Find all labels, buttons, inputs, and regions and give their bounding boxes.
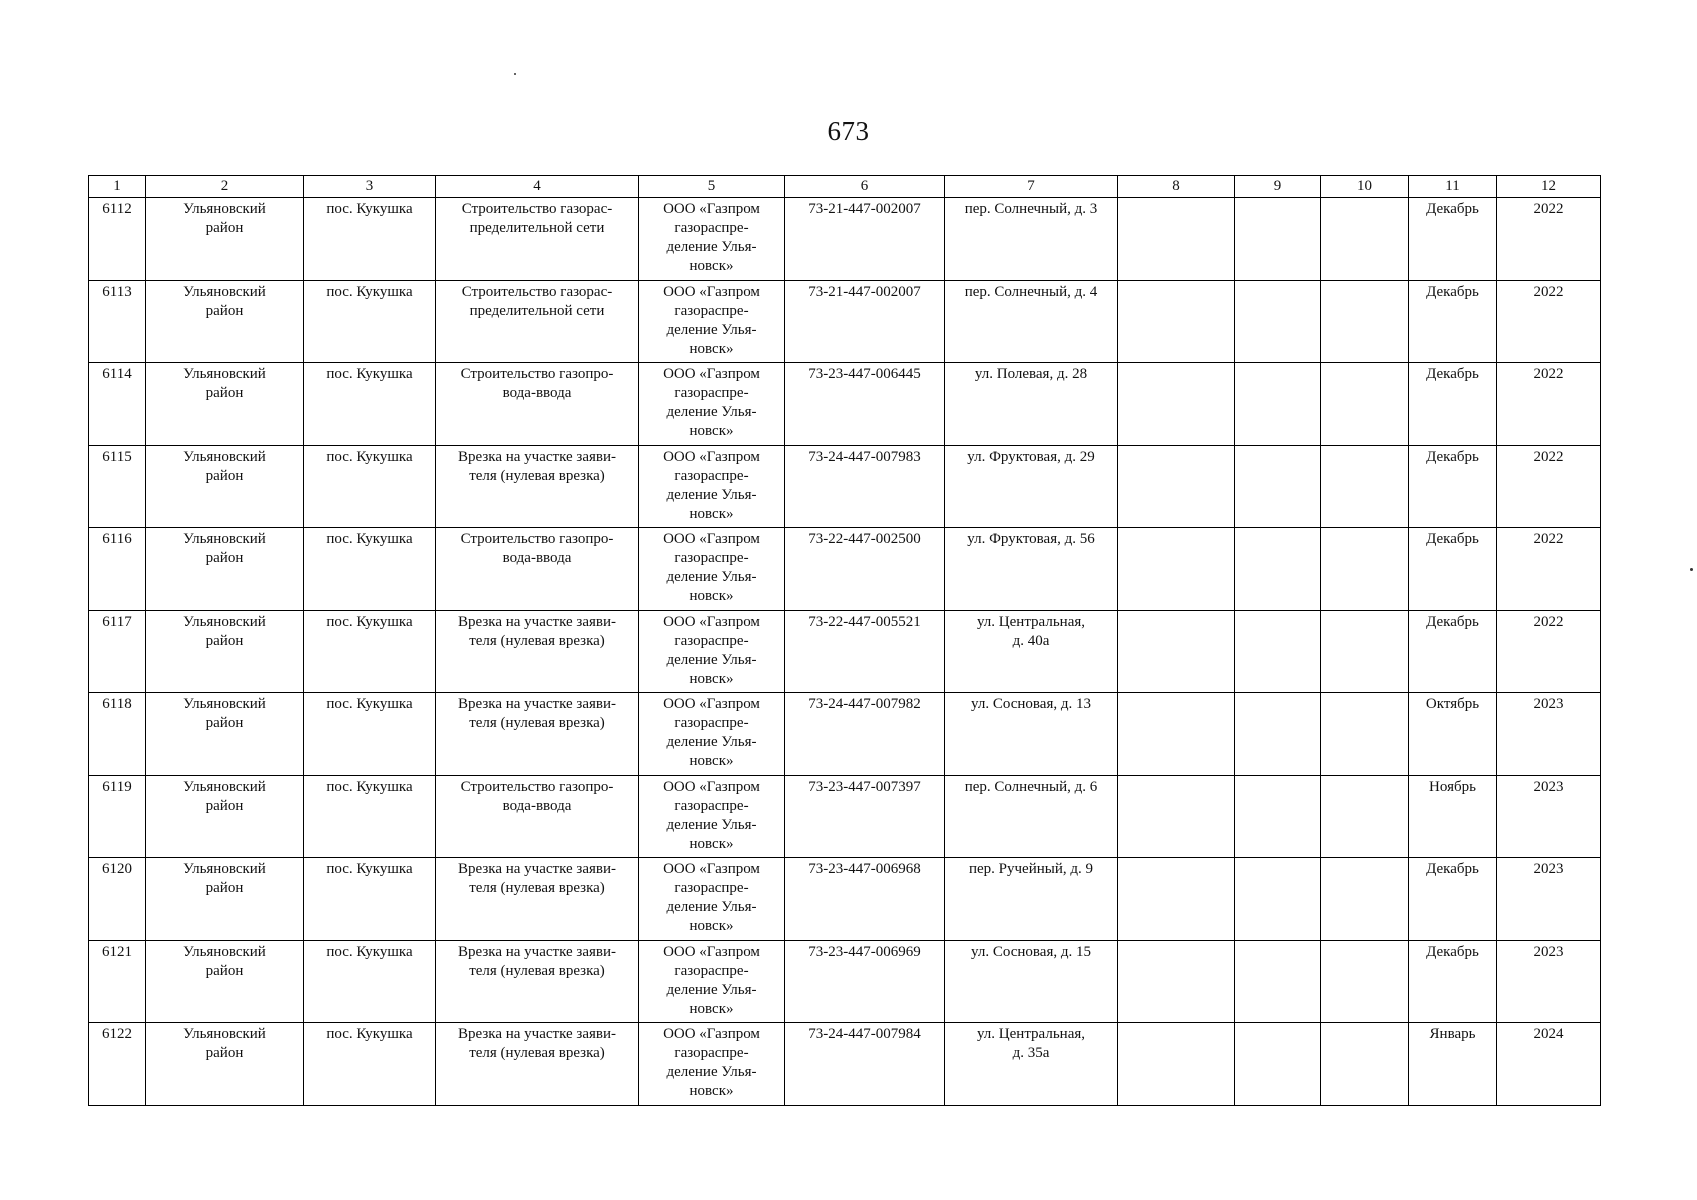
organization-cell: ООО «Газпром газораспре- деление Улья- новск» <box>639 280 785 363</box>
column-header: 8 <box>1118 176 1235 198</box>
code-cell: 73-23-447-006445 <box>785 363 945 446</box>
year-cell: 2022 <box>1497 445 1601 528</box>
col10-cell <box>1321 940 1409 1023</box>
row-number: 6117 <box>89 610 146 693</box>
col8-cell <box>1118 858 1235 941</box>
district-cell: Ульяновский район <box>146 445 304 528</box>
col9-cell <box>1235 280 1321 363</box>
col10-cell <box>1321 528 1409 611</box>
address-cell: пер. Солнечный, д. 6 <box>945 775 1118 858</box>
year-cell: 2023 <box>1497 693 1601 776</box>
col9-cell <box>1235 693 1321 776</box>
year-cell: 2022 <box>1497 198 1601 281</box>
month-cell: Октябрь <box>1409 693 1497 776</box>
organization-cell: ООО «Газпром газораспре- деление Улья- новск» <box>639 363 785 446</box>
row-number: 6119 <box>89 775 146 858</box>
column-header: 3 <box>304 176 436 198</box>
organization-cell: ООО «Газпром газораспре- деление Улья- новск» <box>639 445 785 528</box>
table-body <box>89 198 1601 1106</box>
month-cell: Декабрь <box>1409 858 1497 941</box>
row-number: 6118 <box>89 693 146 776</box>
address-cell: ул. Фруктовая, д. 56 <box>945 528 1118 611</box>
work-type-cell: Врезка на участке заяви- теля (нулевая врезка) <box>436 445 639 528</box>
table-row <box>89 1023 1601 1106</box>
col9-cell <box>1235 363 1321 446</box>
column-header: 4 <box>436 176 639 198</box>
code-cell: 73-24-447-007982 <box>785 693 945 776</box>
table-row <box>89 363 1601 446</box>
row-number: 6121 <box>89 940 146 1023</box>
month-cell: Ноябрь <box>1409 775 1497 858</box>
work-type-cell: Врезка на участке заяви- теля (нулевая врезка) <box>436 940 639 1023</box>
row-number: 6114 <box>89 363 146 446</box>
page-number: 673 <box>827 116 870 146</box>
column-header: 11 <box>1409 176 1497 198</box>
column-header: 12 <box>1497 176 1601 198</box>
col8-cell <box>1118 693 1235 776</box>
district-cell: Ульяновский район <box>146 363 304 446</box>
column-header: 2 <box>146 176 304 198</box>
year-cell: 2023 <box>1497 940 1601 1023</box>
table-row <box>89 858 1601 941</box>
table-row <box>89 610 1601 693</box>
col8-cell <box>1118 198 1235 281</box>
row-number: 6122 <box>89 1023 146 1106</box>
col8-cell <box>1118 445 1235 528</box>
col9-cell <box>1235 445 1321 528</box>
month-cell: Декабрь <box>1409 280 1497 363</box>
data-table <box>88 175 1601 1106</box>
year-cell: 2023 <box>1497 858 1601 941</box>
month-cell: Декабрь <box>1409 940 1497 1023</box>
row-number: 6112 <box>89 198 146 281</box>
settlement-cell: пос. Кукушка <box>304 693 436 776</box>
district-cell: Ульяновский район <box>146 610 304 693</box>
organization-cell: ООО «Газпром газораспре- деление Улья- новск» <box>639 198 785 281</box>
address-cell: пер. Солнечный, д. 4 <box>945 280 1118 363</box>
month-cell: Декабрь <box>1409 363 1497 446</box>
code-cell: 73-24-447-007983 <box>785 445 945 528</box>
settlement-cell: пос. Кукушка <box>304 198 436 281</box>
month-cell: Декабрь <box>1409 445 1497 528</box>
column-header: 9 <box>1235 176 1321 198</box>
district-cell: Ульяновский район <box>146 693 304 776</box>
col9-cell <box>1235 1023 1321 1106</box>
col9-cell <box>1235 940 1321 1023</box>
col10-cell <box>1321 1023 1409 1106</box>
address-cell: ул. Полевая, д. 28 <box>945 363 1118 446</box>
settlement-cell: пос. Кукушка <box>304 1023 436 1106</box>
col10-cell <box>1321 445 1409 528</box>
month-cell: Декабрь <box>1409 610 1497 693</box>
col8-cell <box>1118 610 1235 693</box>
column-header: 1 <box>89 176 146 198</box>
work-type-cell: Врезка на участке заяви- теля (нулевая врезка) <box>436 1023 639 1106</box>
settlement-cell: пос. Кукушка <box>304 858 436 941</box>
settlement-cell: пос. Кукушка <box>304 940 436 1023</box>
address-cell: пер. Солнечный, д. 3 <box>945 198 1118 281</box>
year-cell: 2024 <box>1497 1023 1601 1106</box>
work-type-cell: Строительство газорас- пределительной сети <box>436 198 639 281</box>
column-header: 6 <box>785 176 945 198</box>
district-cell: Ульяновский район <box>146 858 304 941</box>
table-row <box>89 280 1601 363</box>
settlement-cell: пос. Кукушка <box>304 280 436 363</box>
row-number: 6116 <box>89 528 146 611</box>
address-cell: ул. Фруктовая, д. 29 <box>945 445 1118 528</box>
table-row <box>89 775 1601 858</box>
settlement-cell: пос. Кукушка <box>304 610 436 693</box>
work-type-cell: Врезка на участке заяви- теля (нулевая врезка) <box>436 693 639 776</box>
settlement-cell: пос. Кукушка <box>304 363 436 446</box>
column-header: 7 <box>945 176 1118 198</box>
row-number: 6120 <box>89 858 146 941</box>
district-cell: Ульяновский район <box>146 280 304 363</box>
col10-cell <box>1321 280 1409 363</box>
table-row <box>89 198 1601 281</box>
district-cell: Ульяновский район <box>146 775 304 858</box>
district-cell: Ульяновский район <box>146 1023 304 1106</box>
code-cell: 73-21-447-002007 <box>785 280 945 363</box>
col8-cell <box>1118 528 1235 611</box>
work-type-cell: Врезка на участке заяви- теля (нулевая врезка) <box>436 858 639 941</box>
code-cell: 73-23-447-006968 <box>785 858 945 941</box>
col9-cell <box>1235 528 1321 611</box>
col9-cell <box>1235 610 1321 693</box>
col10-cell <box>1321 363 1409 446</box>
month-cell: Январь <box>1409 1023 1497 1106</box>
table-row <box>89 445 1601 528</box>
district-cell: Ульяновский район <box>146 528 304 611</box>
settlement-cell: пос. Кукушка <box>304 775 436 858</box>
address-cell: ул. Сосновая, д. 15 <box>945 940 1118 1023</box>
code-cell: 73-22-447-002500 <box>785 528 945 611</box>
scan-speck <box>514 73 516 75</box>
table-row <box>89 528 1601 611</box>
col10-cell <box>1321 858 1409 941</box>
col8-cell <box>1118 363 1235 446</box>
month-cell: Декабрь <box>1409 198 1497 281</box>
month-cell: Декабрь <box>1409 528 1497 611</box>
settlement-cell: пос. Кукушка <box>304 528 436 611</box>
row-number: 6115 <box>89 445 146 528</box>
work-type-cell: Строительство газопро- вода-ввода <box>436 775 639 858</box>
work-type-cell: Строительство газопро- вода-ввода <box>436 363 639 446</box>
table-row <box>89 940 1601 1023</box>
scan-speck <box>1690 568 1693 571</box>
col9-cell <box>1235 775 1321 858</box>
col10-cell <box>1321 775 1409 858</box>
col8-cell <box>1118 775 1235 858</box>
column-header: 10 <box>1321 176 1409 198</box>
settlement-cell: пос. Кукушка <box>304 445 436 528</box>
organization-cell: ООО «Газпром газораспре- деление Улья- новск» <box>639 693 785 776</box>
work-type-cell: Врезка на участке заяви- теля (нулевая врезка) <box>436 610 639 693</box>
district-cell: Ульяновский район <box>146 940 304 1023</box>
column-header: 5 <box>639 176 785 198</box>
address-cell: ул. Центральная, д. 35а <box>945 1023 1118 1106</box>
col9-cell <box>1235 198 1321 281</box>
organization-cell: ООО «Газпром газораспре- деление Улья- новск» <box>639 610 785 693</box>
year-cell: 2023 <box>1497 775 1601 858</box>
col10-cell <box>1321 198 1409 281</box>
code-cell: 73-23-447-006969 <box>785 940 945 1023</box>
district-cell: Ульяновский район <box>146 198 304 281</box>
organization-cell: ООО «Газпром газораспре- деление Улья- новск» <box>639 775 785 858</box>
work-type-cell: Строительство газорас- пределительной сети <box>436 280 639 363</box>
col10-cell <box>1321 610 1409 693</box>
organization-cell: ООО «Газпром газораспре- деление Улья- новск» <box>639 528 785 611</box>
header-row <box>89 176 1601 198</box>
address-cell: ул. Сосновая, д. 13 <box>945 693 1118 776</box>
code-cell: 73-24-447-007984 <box>785 1023 945 1106</box>
year-cell: 2022 <box>1497 528 1601 611</box>
organization-cell: ООО «Газпром газораспре- деление Улья- новск» <box>639 1023 785 1106</box>
year-cell: 2022 <box>1497 280 1601 363</box>
address-cell: пер. Ручейный, д. 9 <box>945 858 1118 941</box>
organization-cell: ООО «Газпром газораспре- деление Улья- новск» <box>639 940 785 1023</box>
code-cell: 73-22-447-005521 <box>785 610 945 693</box>
code-cell: 73-23-447-007397 <box>785 775 945 858</box>
row-number: 6113 <box>89 280 146 363</box>
address-cell: ул. Центральная, д. 40а <box>945 610 1118 693</box>
organization-cell: ООО «Газпром газораспре- деление Улья- новск» <box>639 858 785 941</box>
col8-cell <box>1118 280 1235 363</box>
col8-cell <box>1118 940 1235 1023</box>
work-type-cell: Строительство газопро- вода-ввода <box>436 528 639 611</box>
col9-cell <box>1235 858 1321 941</box>
year-cell: 2022 <box>1497 363 1601 446</box>
col8-cell <box>1118 1023 1235 1106</box>
code-cell: 73-21-447-002007 <box>785 198 945 281</box>
year-cell: 2022 <box>1497 610 1601 693</box>
col10-cell <box>1321 693 1409 776</box>
table-row <box>89 693 1601 776</box>
